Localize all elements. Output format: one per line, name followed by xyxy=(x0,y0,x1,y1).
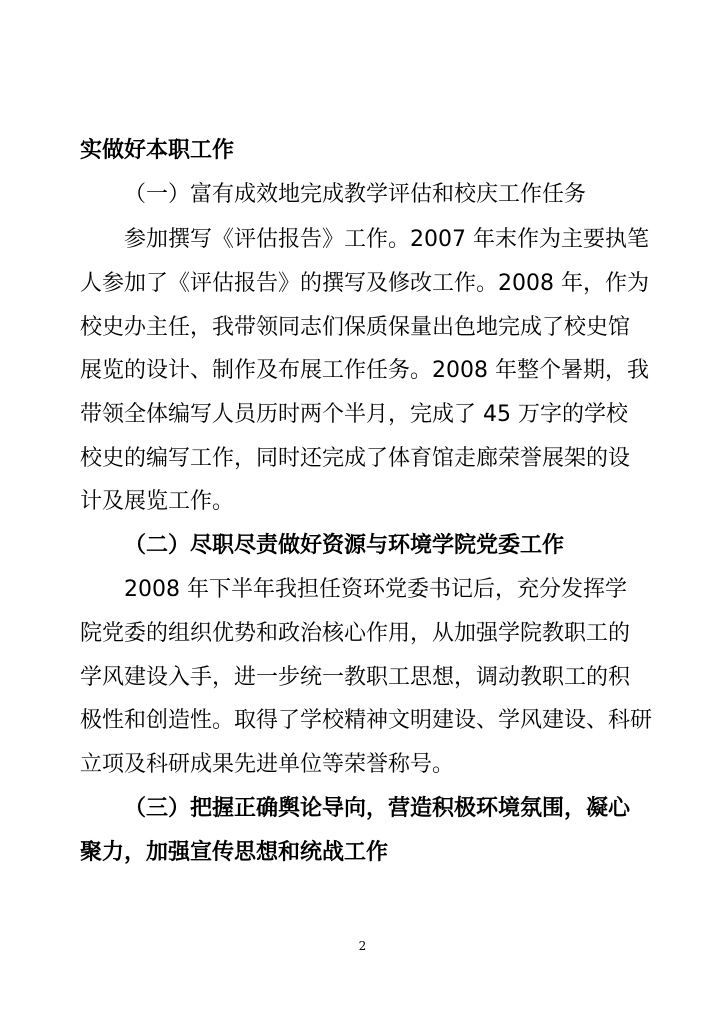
subsection-heading-2: （二）尽职尽责做好资源与环境学院党委工作 xyxy=(124,533,565,558)
paragraph-line: 极性和创造性。取得了学校精神文明建设、学风建设、科研 xyxy=(80,708,653,733)
paragraph-line: 计及展览工作。 xyxy=(80,489,235,514)
paragraph-line: 人参加了《评估报告》的撰写及修改工作。2008 年，作为 xyxy=(80,271,649,296)
paragraph-line: 立项及科研成果先进单位等荣誉称号。 xyxy=(80,752,455,777)
paragraph-line: 学风建设入手，进一步统一教职工思想，调动教职工的积 xyxy=(80,665,631,690)
subsection-heading-1: （一）富有成效地完成教学评估和校庆工作任务 xyxy=(124,182,587,207)
paragraph-line: 2008 年下半年我担任资环党委书记后，充分发挥学 xyxy=(124,577,627,602)
section-heading-fragment: 实做好本职工作 xyxy=(80,138,235,163)
paragraph-line: 参加撰写《评估报告》工作。2007 年末作为主要执笔 xyxy=(124,227,649,252)
subsection-heading-3-continued: 聚力，加强宣传思想和统战工作 xyxy=(80,840,389,865)
paragraph-line: 校史办主任，我带领同志们保质保量出色地完成了校史馆 xyxy=(80,315,631,340)
paragraph-line: 校史的编写工作，同时还完成了体育馆走廊荣誉展架的设 xyxy=(80,446,631,471)
page-number: 2 xyxy=(358,939,367,953)
paragraph-line: 带领全体编写人员历时两个半月，完成了 45 万字的学校 xyxy=(80,402,628,427)
subsection-heading-3: （三）把握正确舆论导向，营造积极环境氛围，凝心 xyxy=(124,796,631,821)
paragraph-line: 院党委的组织优势和政治核心作用，从加强学院教职工的 xyxy=(80,621,631,646)
paragraph-line: 展览的设计、制作及布展工作任务。2008 年整个暑期，我 xyxy=(80,358,649,383)
